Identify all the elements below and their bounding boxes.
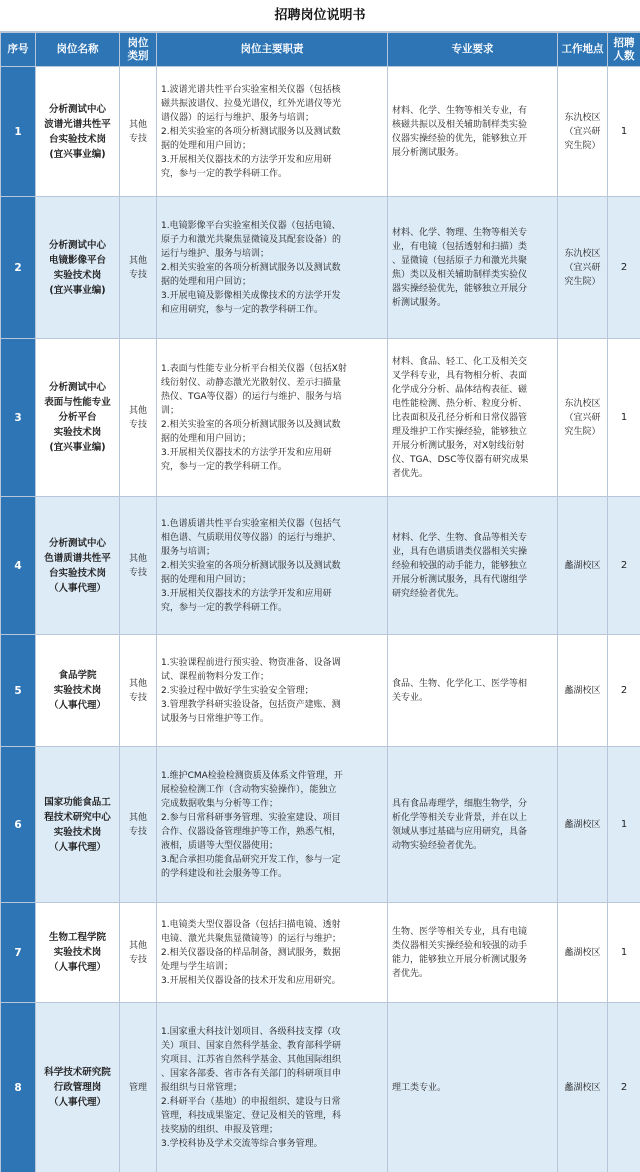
requirements: 食品、生物、化学化工、医学等相 关专业。 <box>388 635 558 747</box>
main-duties: 1.波谱光谱共性平台实验室相关仪器（包括核 磁共振波谱仪、拉曼光谱仪，红外光谱仪等光 谱仪器）的运行与维护、服务与培训； 2.相关实验室的各项分析测试服务以及测试数 据的处理和用户回访； 3.开展相关仪器技术的方法学开发和应用研 究，参与一定的教学科研工作。 <box>157 67 388 197</box>
position-name: 分析测试中心 表面与性能专业 分析平台 实验技术岗 (宜兴事业编) <box>36 339 120 497</box>
table-row <box>1 635 640 747</box>
requirements: 材料、化学、物理、生物等相关专 业，有电镜（包括透射和扫描）类 、显微镜（包括原子力和激光共聚 焦）类以及相关辅助制样类实验仪 器实操经验优先，能够独立开展分 析测试服务。 <box>388 197 558 339</box>
position-category: 其他 专技 <box>120 497 157 635</box>
header-location: 工作地点 <box>558 33 608 67</box>
main-duties: 1.电镜类大型仪器设备（包括扫描电镜、透射 电镜、激光共聚焦显微镜等）的运行与维护； 2.相关仪器设备的样品制备，测试服务，数据 处理与学生培训； 3.开展相关仪器设备的技术开发和应用研究。 <box>157 903 388 1003</box>
header-count: 招聘 人数 <box>608 33 640 67</box>
hiring-count: 1 <box>608 339 640 497</box>
position-name: 分析测试中心 色谱质谱共性平 台实验技术岗 （人事代理） <box>36 497 120 635</box>
position-name: 分析测试中心 电镜影像平台 实验技术岗 (宜兴事业编) <box>36 197 120 339</box>
header-index: 序号 <box>1 33 36 67</box>
requirements: 生物、医学等相关专业，具有电镜 类仪器相关实操经验和较强的动手 能力，能够独立开展分析测试服务 者优先。 <box>388 903 558 1003</box>
row-index: 7 <box>1 903 36 1003</box>
table-body <box>1 67 640 1172</box>
requirements: 材料、食品、轻工、化工及相关交 叉学科专业，具有物相分析、表面 化学成分分析、晶体结构表征、磁 电性能检测、热分析、粒度分析、 比表面积及孔径分析和日常仪器管 理及维护工作实操经验，能够独立 开展分析测试服务，对X射线衍射 仪、TGA、DSC等仪器有研究成果 者优先。 <box>388 339 558 497</box>
requirements: 材料、化学、生物等相关专业，有 核磁共振以及相关辅助制样类实验 仪器实操经验的优先，能够独立开 展分析测试服务。 <box>388 67 558 197</box>
work-location: 蠡湖校区 <box>558 635 608 747</box>
work-location: 东氿校区 （宜兴研 究生院） <box>558 339 608 497</box>
table-row <box>1 747 640 903</box>
document-title: 招聘岗位说明书 <box>0 0 640 32</box>
header-position: 岗位名称 <box>36 33 120 67</box>
position-category: 其他 专技 <box>120 339 157 497</box>
work-location: 蠡湖校区 <box>558 747 608 903</box>
hiring-count: 1 <box>608 747 640 903</box>
hiring-count: 1 <box>608 67 640 197</box>
main-duties: 1.国家重大科技计划项目、各级科技支撑（攻 关）项目、国家自然科学基金、教育部科学研 究项目、江苏省自然科学基金、其他国际组织 、国家各部委、省市各有关部门的科研项目申 报组织与日常管理； 2.科研平台（基地）的申报组织、建设与日常 管理，科技成果鉴定、登记及相关的管理，科 技奖励的组织、申报及管理； 3.学校科协及学术交流等综合事务管理。 <box>157 1003 388 1172</box>
main-duties: 1.实验课程前进行预实验、物资准备、设备调 试、课程前物料分发工作； 2.实验过程中做好学生实验安全管理； 3.管理教学科研实验设备，包括资产建账、测 试服务与日常维护等工作。 <box>157 635 388 747</box>
row-index: 6 <box>1 747 36 903</box>
position-name: 食品学院 实验技术岗 （人事代理） <box>36 635 120 747</box>
row-index: 2 <box>1 197 36 339</box>
table-row <box>1 497 640 635</box>
header-category: 岗位 类别 <box>120 33 157 67</box>
header-duties: 岗位主要职责 <box>157 33 388 67</box>
position-category: 其他 专技 <box>120 903 157 1003</box>
hiring-count: 1 <box>608 903 640 1003</box>
table-row <box>1 1003 640 1172</box>
requirements: 理工类专业。 <box>388 1003 558 1172</box>
position-category: 其他 专技 <box>120 197 157 339</box>
position-name: 国家功能食品工 程技术研究中心 实验技术岗 （人事代理） <box>36 747 120 903</box>
work-location: 东氿校区 （宜兴研 究生院） <box>558 67 608 197</box>
work-location: 蠡湖校区 <box>558 1003 608 1172</box>
positions-table <box>0 32 640 1172</box>
hiring-count: 2 <box>608 197 640 339</box>
position-name: 生物工程学院 实验技术岗 （人事代理） <box>36 903 120 1003</box>
table-row <box>1 67 640 197</box>
table-row <box>1 903 640 1003</box>
row-index: 3 <box>1 339 36 497</box>
position-name: 分析测试中心 波谱光谱共性平 台实验技术岗 (宜兴事业编) <box>36 67 120 197</box>
position-name: 科学技术研究院 行政管理岗 （人事代理） <box>36 1003 120 1172</box>
table-header <box>1 33 640 67</box>
hiring-count: 2 <box>608 1003 640 1172</box>
position-category: 其他 专技 <box>120 67 157 197</box>
work-location: 蠡湖校区 <box>558 903 608 1003</box>
position-category: 其他 专技 <box>120 635 157 747</box>
requirements: 材料、化学、生物、食品等相关专 业，具有色谱质谱类仪器相关实操 经验和较强的动手能力，能够独立 开展分析测试服务，具有代谢组学 研究经验者优先。 <box>388 497 558 635</box>
main-duties: 1.电镜影像平台实验室相关仪器（包括电镜、 原子力和激光共聚焦显微镜及其配套设备）的 运行与维护、服务与培训； 2.相关实验室的各项分析测试服务以及测试数 据的处理和用户回访； 3.开展电镜及影像相关成像技术的方法学开发 和应用研究，参与一定的教学科研工作。 <box>157 197 388 339</box>
main-duties: 1.色谱质谱共性平台实验室相关仪器（包括气 相色谱、气质联用仪等仪器）的运行与维护、 服务与培训； 2.相关实验室的各项分析测试服务以及测试数 据的处理和用户回访； 3.开展相关仪器技术的方法学开发和应用研 究，参与一定的教学科研工作。 <box>157 497 388 635</box>
work-location: 蠡湖校区 <box>558 497 608 635</box>
hiring-count: 2 <box>608 635 640 747</box>
hiring-count: 2 <box>608 497 640 635</box>
header-requirements: 专业要求 <box>388 33 558 67</box>
row-index: 5 <box>1 635 36 747</box>
row-index: 8 <box>1 1003 36 1172</box>
position-category: 其他 专技 <box>120 747 157 903</box>
row-index: 4 <box>1 497 36 635</box>
position-category: 管理 <box>120 1003 157 1172</box>
table-row <box>1 197 640 339</box>
table-row <box>1 339 640 497</box>
requirements: 具有食品毒理学，细胞生物学，分 析化学等相关专业背景，并在以上 领域从事过基础与应用研究，具备 动物实验经验者优先。 <box>388 747 558 903</box>
main-duties: 1.维护CMA检验检测资质及体系文件管理，开 展检验检测工作（含动物实验操作），能独立 完成数据收集与分析等工作； 2.参与日常科研事务管理、实验室建设、项目 合作、仪器设备管理维护等工作，熟悉气相， 液相，质谱等大型仪器使用； 3.配合承担功能食品研究开发工作，参与一定 的学科建设和社会服务等工作。 <box>157 747 388 903</box>
row-index: 1 <box>1 67 36 197</box>
main-duties: 1.表面与性能专业分析平台相关仪器（包括X射 线衍射仪、动静态激光光散射仪、差示扫描量 热仪、TGA等仪器）的运行与维护、服务与培 训； 2.相关实验室的各项分析测试服务以及测试数 据的处理和用户回访； 3.开展相关仪器技术的方法学开发和应用研 究，参与一定的教学科研工作。 <box>157 339 388 497</box>
work-location: 东氿校区 （宜兴研 究生院） <box>558 197 608 339</box>
